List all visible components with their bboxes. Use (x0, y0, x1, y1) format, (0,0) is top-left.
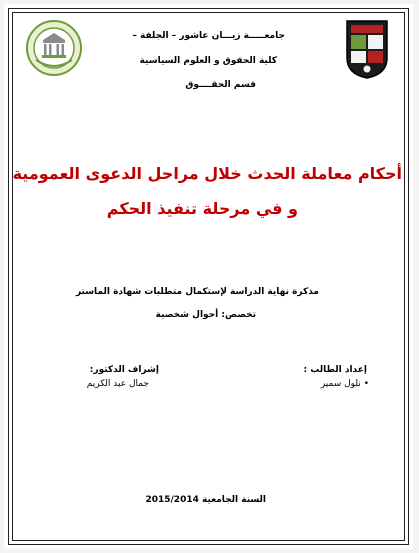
student-label: إعداد الطالب : (303, 365, 367, 375)
thesis-title-line1: أحكام معاملة الحدث خلال مراحل الدعوى العمومية (12, 164, 402, 183)
department-name: قسم الحقــــوق (185, 80, 256, 90)
specialty: تخصص: أحوال شخصية (155, 310, 256, 320)
university-name: جامعـــــة زيـــان عاشور – الجلفة – (132, 31, 285, 41)
bullet-icon: • (363, 379, 369, 389)
thesis-title-line2: و في مرحلة تنفيذ الحكم (106, 199, 298, 218)
supervisor-name: جمال عبد الكريم (86, 379, 149, 389)
student-name: نلول سمير (320, 379, 361, 389)
cover-page (4, 4, 413, 549)
student-item (321, 379, 369, 389)
university-emblem-icon (26, 20, 82, 76)
thesis-description: مذكرة نهاية الدراسة لإستكمال متطلبات شهادة الماستر (75, 287, 319, 297)
academic-year: السنة الجامعية 2015/2014 (145, 495, 266, 505)
page-border-inner (12, 12, 405, 541)
supervisor-label: إشراف الدكتور: (89, 365, 159, 375)
faculty-crest-icon (344, 18, 390, 80)
faculty-name: كلية الحقوق و العلوم السياسية (139, 56, 277, 66)
